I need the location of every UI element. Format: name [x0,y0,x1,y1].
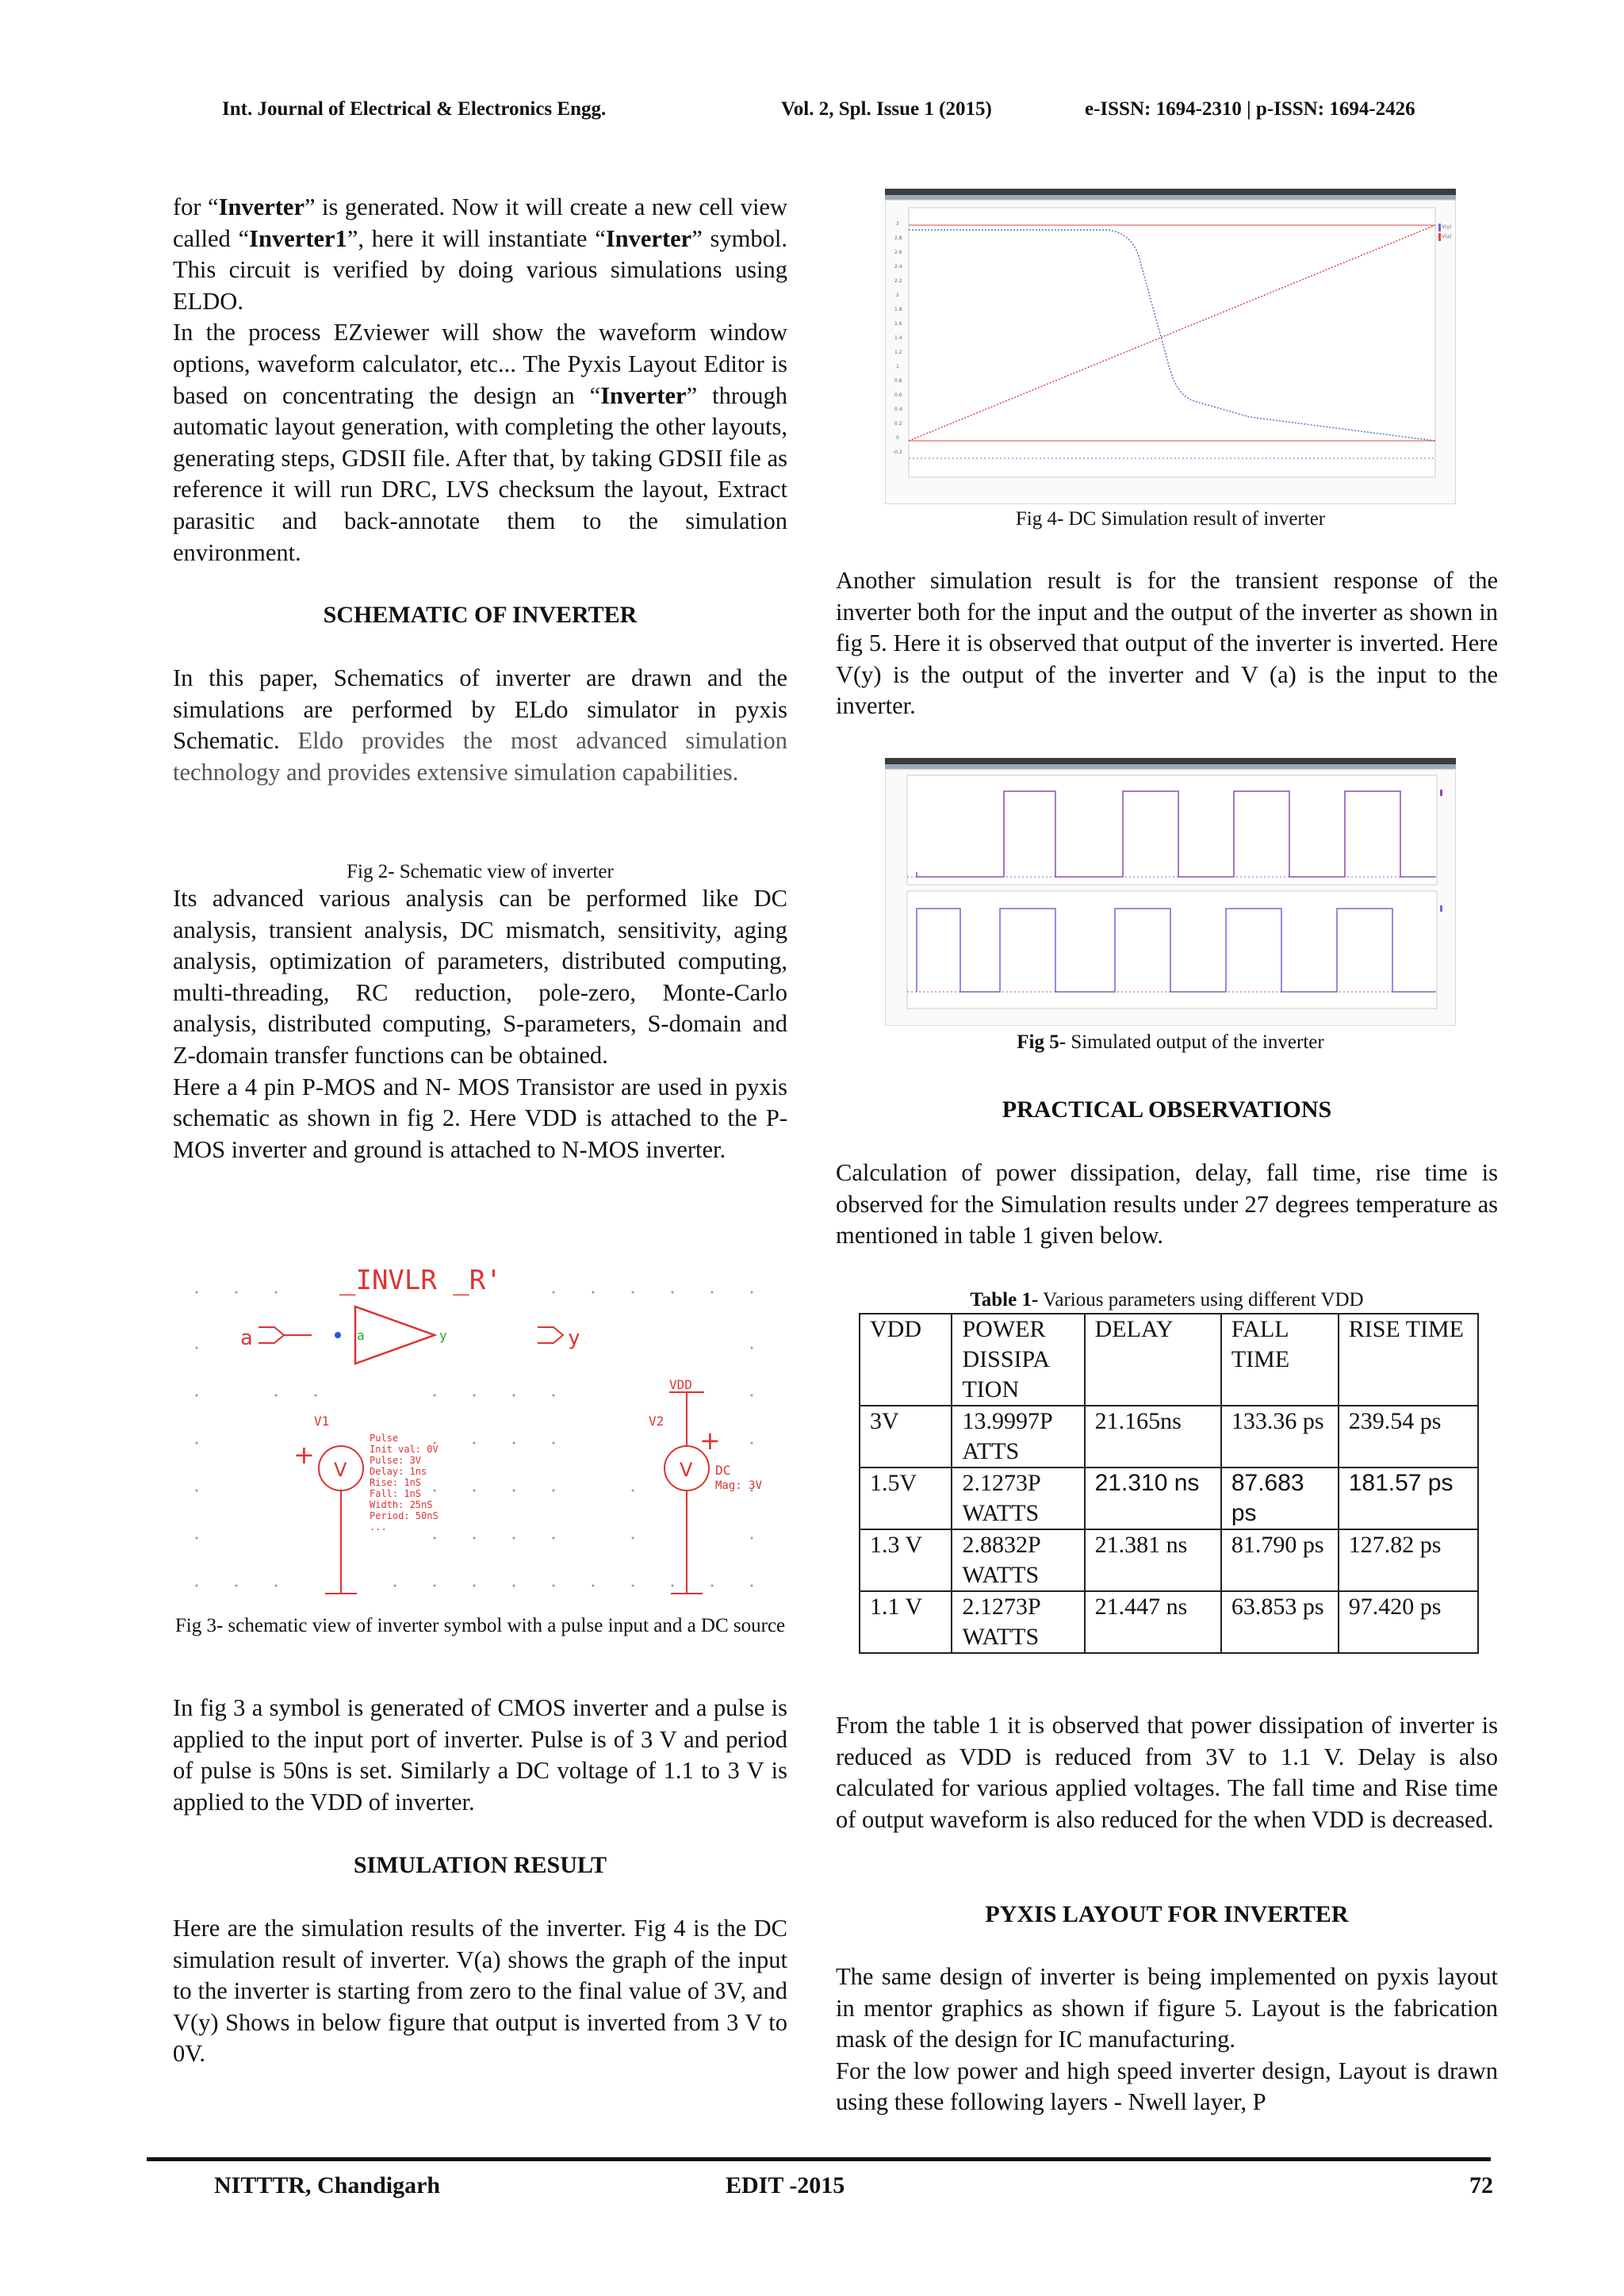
table-row [860,1468,1478,1529]
heading-schematic: SCHEMATIC OF INVERTER [323,602,638,628]
journal-name: Int. Journal of Electrical & Electronics Engg. [222,98,607,120]
table-observation-paragraph: From the table 1 it is observed that power dissipation of inverter is reduced as VDD is reduced from 3V to 1.1 V. Delay is also calculated for various applied voltages. The fall time and Rise time of output waveform is also reduced for the when VDD is decreased. [836,1712,1498,1833]
table-cell: 127.82 ps [1339,1529,1478,1591]
intro-paragraph [173,192,787,317]
y-tick: 0.2 [894,421,902,427]
right-column-bottom [836,1961,1498,2118]
legend-swatch-va [1438,233,1441,241]
heading-practical: PRACTICAL OBSERVATIONS [1002,1096,1332,1123]
pulse-param: Rise: 1nS [370,1477,422,1488]
footer-institute: NITTTR, Chandigarh [214,2172,441,2198]
y-tick: 2 [896,293,899,298]
heading-simulation: SIMULATION RESULT [353,1852,607,1878]
volume-info: Vol. 2, Spl. Issue 1 (2015) [781,98,992,120]
pulse-params [370,1433,439,1533]
y-tick: 1.2 [894,350,902,355]
pulse-param: Period: 50nS [370,1510,439,1521]
intro-text-2: ” is generated. Now it will create a new cell view called “ [173,193,787,252]
fig5-caption-bold: Fig 5- [1017,1031,1067,1053]
pmos-paragraph: Here a 4 pin P-MOS and N- MOS Transistor are used in pyxis schematic as shown in fig 2. Here VDD is attached to the P-MOS inverter and ground is attached to N-MOS inverter. [173,1073,787,1163]
y-tick: 2.6 [894,250,902,255]
pulse-param: Width: 25nS [370,1499,433,1510]
fig5-transient-plot [885,758,1456,1026]
p3-text-2: Eldo provides the most advanced simulation technology and provides extensive simulation capabilities. [173,727,787,786]
y-tick: 0.8 [894,378,902,384]
table-cell: 21.165ns [1085,1406,1221,1468]
layers-paragraph: For the low power and high speed inverter design, Layout is drawn using these following layers - Nwell layer, P [836,2057,1498,2116]
parameters-table [859,1313,1479,1654]
left-column-mid [173,883,787,1165]
table-cell: 3V [860,1406,952,1468]
fig5-caption [885,1031,1456,1054]
intro-bold-2: Inverter1 [249,224,347,252]
intro-text-4: ” symbol. This circuit is verified by doing various simulations using ELDO. [173,224,787,315]
table-cell: 2.8832P WATTS [952,1529,1084,1591]
inverter-symbol [355,1307,435,1364]
transient-paragraph: Another simulation result is for the transient response of the inverter both for the input and the output of the inverter as shown in fig 5. Here it is observed that output of the inverter is inverted. Here V(y) is the output of the inverter and V (a) is the input to the inverter. [836,567,1498,720]
p2-text-1: In the process EZviewer will show the waveform window options, waveform calculator, etc... The Pyxis Layout Editor is based on concentrating the design an “ [173,319,787,409]
plot-toolbar [885,195,1456,200]
vdd-label: VDD [669,1377,692,1392]
fig4-dc-plot [885,189,1456,504]
header-cell: FALL TIME [1221,1314,1339,1406]
y-tick: 2.4 [894,264,902,270]
table-cell: 1.1 V [860,1591,952,1653]
table-cell: 21.310 ns [1085,1468,1221,1529]
v2-label: V2 [649,1414,665,1429]
legend-va: V(a) [1442,234,1452,239]
pulse-param: Fall: 1nS [370,1488,422,1499]
y-tick: 0 [896,435,899,441]
footer-edition: EDIT -2015 [726,2172,845,2198]
y-tick: 1.4 [894,335,902,341]
table-cell: 87.683 ps [1221,1468,1339,1529]
heading-pyxis: PYXIS LAYOUT FOR INVERTER [985,1901,1349,1927]
y-tick: 1 [896,364,899,369]
v2-plus: + [699,1425,721,1456]
fig2-caption: Fig 2- Schematic view of inverter [347,861,614,882]
layout-paragraph: The same design of inverter is being implemented on pyxis layout in mentor graphics as shown if figure 5. Layout is the fabrication mask of the design for IC manufacturing. [836,1963,1498,2053]
table-cell: 239.54 ps [1339,1406,1478,1468]
input-node [335,1332,341,1338]
pulse-param: ... [370,1521,387,1533]
v2-symbol: V [680,1459,693,1481]
table-cell: 2.1273P WATTS [952,1591,1084,1653]
pulse-param: Pulse [370,1433,399,1444]
y-tick: 0.4 [894,407,902,412]
left-column-top [173,192,787,568]
schematic-svg [173,1261,787,1605]
table-row [860,1529,1478,1591]
dc-plot-svg [885,189,1456,504]
simulation-paragraph: Here are the simulation results of the inverter. Fig 4 is the DC simulation result of inverter. V(a) shows the graph of the input to the inverter is starting from zero to the final value of 3V, and V(y) Shows in below figure that output is inverted from 3 V to 0V. [173,1915,787,2068]
inverter-pin-y: y [439,1328,447,1343]
header-cell: DELAY [1085,1314,1221,1406]
table-cell: 13.9997P ATTS [952,1406,1084,1468]
schematic-paragraph [173,663,787,788]
fig4-caption: Fig 4- DC Simulation result of inverter [1015,508,1326,530]
table-caption-bold: Table 1- [970,1289,1039,1311]
v1-label: V1 [314,1414,330,1429]
v1-symbol: V [334,1459,347,1481]
table-cell: 21.381 ns [1085,1529,1221,1591]
table-caption-text: Various parameters using different VDD [1038,1289,1364,1311]
fig3-paragraph: In fig 3 a symbol is generated of CMOS inverter and a pulse is applied to the input port of inverter. Pulse is of 3 V and period of pulse is 50ns is set. Similarly a DC voltage of 1.1 to 3 V is applied to the VDD of inverter. [173,1694,787,1816]
legend-swatch-lower [1440,905,1442,912]
y-tick: 2.2 [894,278,902,284]
pulse-param: Pulse: 3V [370,1455,422,1466]
y-tick: 1.6 [894,321,902,327]
dc-label: DC [715,1463,731,1478]
legend-swatch-upper [1440,790,1442,796]
output-port-label: y [568,1326,580,1350]
page-number: 72 [1469,2172,1493,2198]
pulse-param: Delay: 1ns [370,1466,427,1477]
table-cell: 2.1273P WATTS [952,1468,1084,1529]
schematic-title: _INVLR _R' [339,1265,502,1296]
y-tick: 3 [896,221,899,227]
input-port-symbol [259,1327,284,1343]
y-tick: -0.2 [893,450,902,455]
header-cell: RISE TIME [1339,1314,1478,1406]
v1-plus: + [293,1440,315,1470]
fig3-schematic [173,1261,787,1605]
footer-rule [147,2157,1491,2161]
table-cell: 181.57 ps [1339,1468,1478,1529]
header-cell: VDD [860,1314,952,1406]
practical-paragraph: Calculation of power dissipation, delay, fall time, rise time is observed for the Simulation results under 27 degrees temperature as mentioned in table 1 given below. [836,1159,1498,1249]
dc-value: Mag: 3V [715,1479,763,1492]
table-cell: 133.36 ps [1221,1406,1339,1468]
issn-info: e-ISSN: 1694-2310 | p-ISSN: 1694-2426 [1085,98,1415,120]
fig5-caption-text: Simulated output of the inverter [1066,1031,1324,1053]
intro-bold-3: Inverter [605,224,692,252]
p2-text-2: ” through automatic layout generation, with completing the other layouts, generating steps, GDSII file. After that, by taking GDSII file as reference it will run DRC, LVS checksum the layout, Extract parasitic and back-annotate them to the simulation environment. [173,381,788,566]
plot-titlebar [885,189,1456,195]
table-row [860,1591,1478,1653]
plot-toolbar [885,764,1456,769]
plot-area [909,208,1435,477]
page-header [0,98,1624,130]
intro-text-3: ”, here it will instantiate “ [347,224,606,252]
pulse-param: Init val: 0V [370,1444,439,1455]
table-caption [836,1288,1498,1312]
table-row [860,1406,1478,1468]
transient-plot-svg [885,758,1456,1026]
output-port-symbol [538,1327,563,1343]
p2-bold: Inverter [600,381,687,409]
inverter-pin-a: a [357,1328,365,1343]
plot-titlebar [885,758,1456,764]
intro-bold-1: Inverter [218,193,304,220]
table-cell: 81.790 ps [1221,1529,1339,1591]
intro-text-1: for “ [173,193,219,220]
fig3-caption: Fig 3- schematic view of inverter symbol with a pulse input and a DC source [174,1615,786,1636]
input-port-label: a [240,1326,253,1350]
table-cell: 1.3 V [860,1529,952,1591]
y-tick: 2.8 [894,235,902,241]
table-cell: 1.5V [860,1468,952,1529]
ezviewer-paragraph [173,317,787,568]
analysis-paragraph: Its advanced various analysis can be performed like DC analysis, transient analysis, DC mismatch, sensitivity, aging analysis, optimization of parameters, distributed computing, multi-threading, RC reduction, pole-zero, Monte-Carlo analysis, distributed computing, S-parameters, S-domain and Z-domain transfer functions can be obtained. [173,885,787,1069]
y-tick: 1.8 [894,307,902,312]
table-header-row [860,1314,1478,1406]
p3-text-1: In this paper, Schematics of inverter are drawn and the simulations are performed by ELdo simulator in pyxis Schematic. [173,664,787,755]
table-cell: 63.853 ps [1221,1591,1339,1653]
header-cell: POWER DISSIPA TION [952,1314,1084,1406]
legend-vy: V(y) [1442,224,1452,230]
table-cell: 97.420 ps [1339,1591,1478,1653]
y-tick: 0.6 [894,392,902,398]
legend-swatch-vy [1438,224,1441,232]
table-cell: 21.447 ns [1085,1591,1221,1653]
